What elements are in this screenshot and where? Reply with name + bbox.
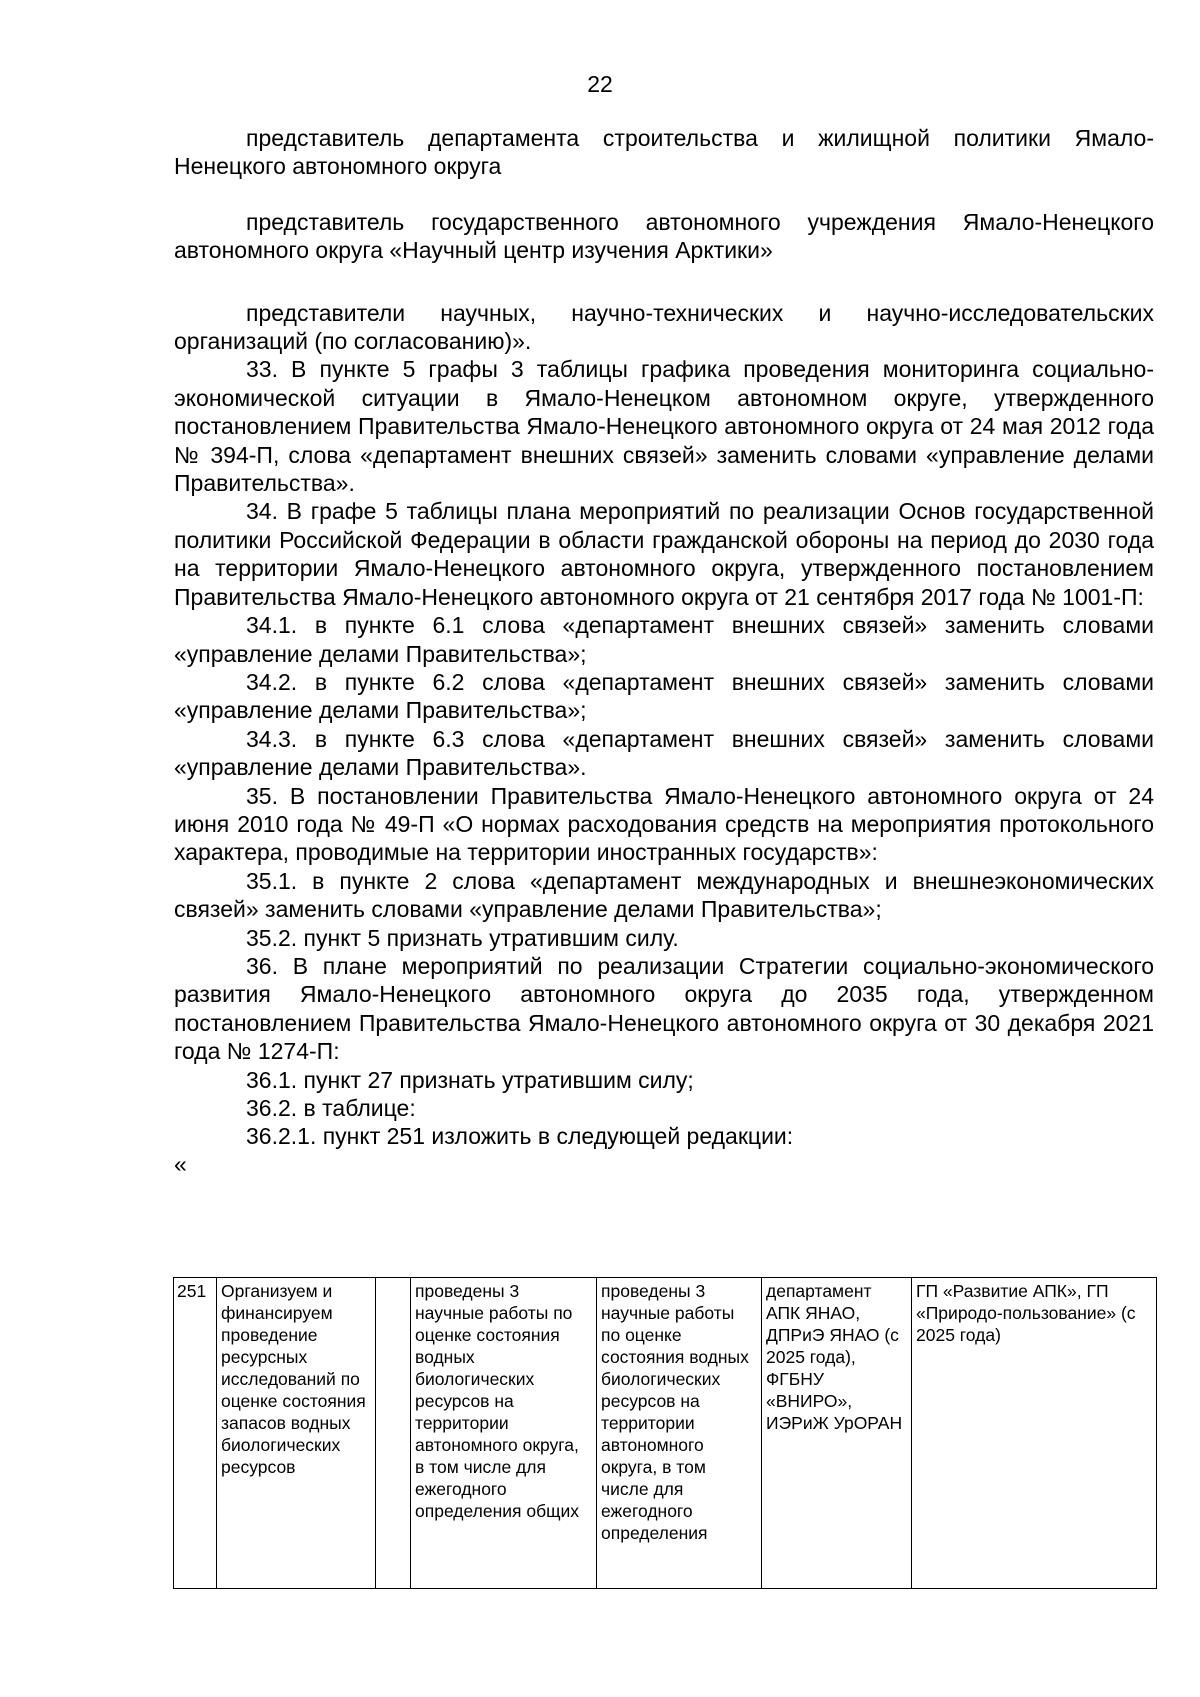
page-number: 22 [587,71,613,97]
cell-empty [376,1278,411,1589]
paragraph-arctic-center: представитель государственного автономного учреждения Ямало-Ненецкого автономного округа «Научный центр изучения Арктики» [174,208,1154,264]
amendment-table [173,1277,1157,1589]
paragraph-item-36-1: 36.1. пункт 27 признать утратившим силу; [246,1066,694,1093]
paragraph-item-34: 34. В графе 5 таблицы плана мероприятий по реализации Основ государственной политики Российской Федерации в области гражданской обороны на период до 2030 года на территории Ямало-Ненецкого автономного округа, утвержденного постановлением Правительства Ямало-Ненецкого автономного округа от 21 сентября 2017 года № 1001-П: [174,498,1154,610]
paragraph-item-36-2: 36.2. в таблице: [246,1095,416,1121]
paragraph-item-36: 36. В плане мероприятий по реализации Стратегии социально-экономического развития Ямало-Ненецкого автономного округа до 2035 года, утвержденном постановлением Правительства Ямало-Ненецкого автономного округа от 30 декабря 2021 года № 1274-П: [174,952,1154,1065]
paragraph-item-35-2: 35.2. пункт 5 признать утратившим силу. [246,924,679,951]
cell-result-1: проведены 3 научные работы по оценке состояния водных биологических ресурсов на территории автономного округа, в том числе для ежегодного определения общих [411,1278,597,1589]
paragraph-item-36-2-1: 36.2.1. пункт 251 изложить в следующей редакции: [246,1123,794,1150]
paragraph-item-34-2: 34.2. в пункте 6.2 слова «департамент внешних связей» заменить словами «управление делами Правительства»; [174,668,1154,724]
cell-number: 251 [174,1278,217,1589]
cell-executors: департамент АПК ЯНАО, ДПРиЭ ЯНАО (с 2025 года), ФГБНУ «ВНИРО», ИЭРиЖ УрОРАН [762,1278,912,1589]
paragraph-construction-dept: представитель департамента строительства и жилищной политики Ямало-Ненецкого автономного округа [174,125,1154,180]
paragraph-item-35-1: 35.1. в пункте 2 слова «департамент международных и внешнеэкономических связей» заменить словами «управление делами Правительства»; [174,867,1154,923]
cell-programs: ГП «Развитие АПК», ГП «Природо-пользование» (с 2025 года) [912,1278,1157,1589]
cell-result-2: проведены 3 научные работы по оценке состояния водных биологических ресурсов на территории автономного округа, в том числе для ежегодного определения [597,1278,762,1589]
opening-quote: « [174,1150,187,1177]
paragraph-scientific-orgs: представители научных, научно-технических и научно-исследовательских организаций (по согласованию)». [174,299,1154,355]
document-body [174,124,1154,1177]
paragraph-item-35: 35. В постановлении Правительства Ямало-Ненецкого автономного округа от 24 июня 2010 года № 49-П «О нормах расходования средств на мероприятия протокольного характера, проводимые на территории иностранных государств»: [174,782,1154,866]
paragraph-item-34-1: 34.1. в пункте 6.1 слова «департамент внешних связей» заменить словами «управление делами Правительства»; [174,612,1154,667]
paragraph-item-34-3: 34.3. в пункте 6.3 слова «департамент внешних связей» заменить словами «управление делами Правительства». [174,725,1154,781]
paragraph-item-33: 33. В пункте 5 графы 3 таблицы графика проведения мониторинга социально-экономической ситуации в Ямало-Ненецком автономном округе, утвержденного постановлением Правительства Ямало-Ненецкого автономного округа от 24 мая 2012 года № 394-П, слова «департамент внешних связей» заменить словами «управление делами Правительства». [174,356,1154,497]
table-row [174,1278,1157,1589]
cell-activity: Организуем и финансируем проведение ресурсных исследований по оценке состояния запасов водных биологических ресурсов [217,1278,376,1589]
